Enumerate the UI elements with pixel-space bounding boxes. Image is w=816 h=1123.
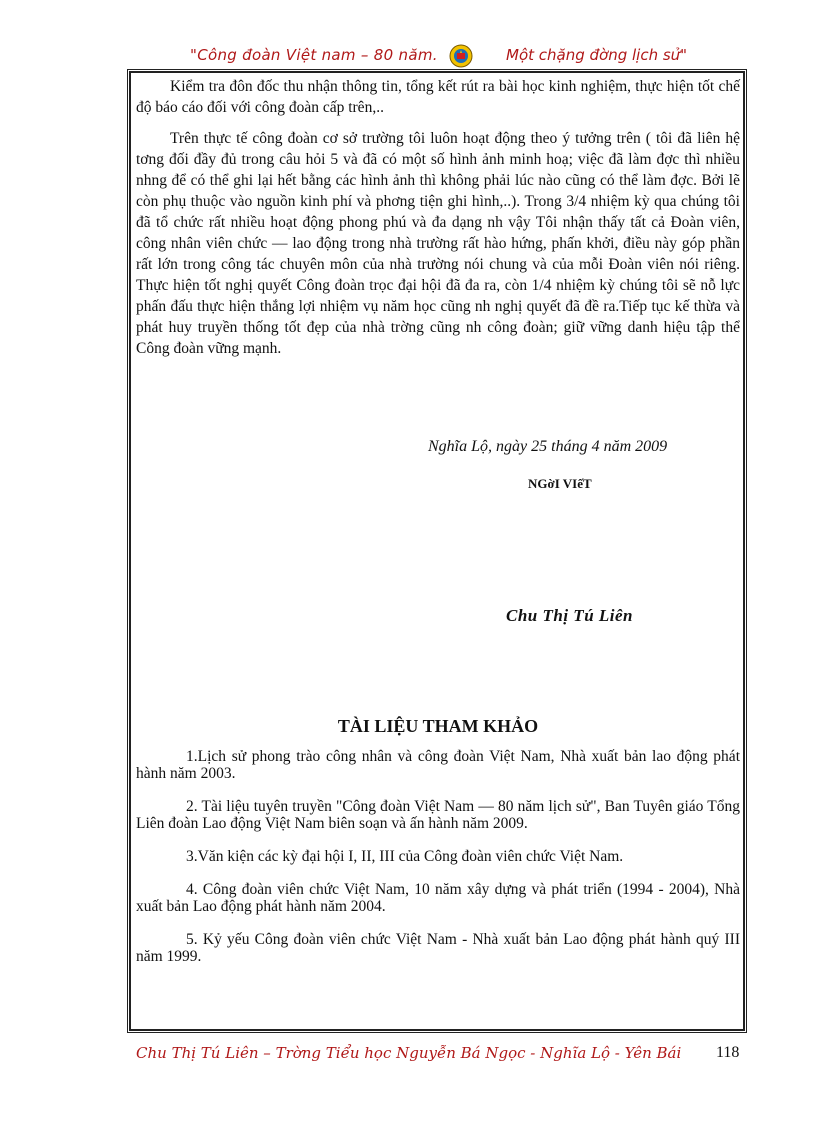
paragraph-2: Trên thực tế công đoàn cơ sở trường tôi luôn hoạt động theo ý tưởng trên ( tôi đã liên hệ tơng đối đầy đủ trong câu hỏi 5 và đã có một số hình ảnh minh hoạ; việc đã làm đợc thì nhiều nhng để có thể ghi lại hết bằng các hình ảnh thì không phải lúc nào cũng có thể làm đợc. Bởi lẽ còn phụ thuộc vào nguồn kinh phí và phơng tiện ghi hình,..). Trong 3/4 nhiệm kỳ qua chúng tôi đã tổ chức rất nhiều hoạt động phong phú và đa dạng nh vậy Tôi nhận thấy tất cả Đoàn viên, công nhân viên chức — lao động trong nhà trường rất hào hứng, phấn khởi, điều này góp phần rất lớn trong công tác chuyên môn của nhà trường nói chung và của mỗi Đoàn viên nói riêng. Thực hiện tốt nghị quyết Công đoàn trọc đại hội đã đa ra, còn 1/4 nhiệm kỳ chúng tôi sẽ nỗ lực phấn đấu thực hiện thắng lợi nhiệm vụ năm học cũng nh nghị quyết đã đề ra.Tiếp tục kế thừa và phát huy truyền thống tốt đẹp của nhà trờng cũng nh công đoàn; giữ vững danh hiệu tập thể Công đoàn vững mạnh. (136, 130, 740, 357)
reference-item: 3.Văn kiện các kỳ đại hội I, II, III của Công đoàn viên chức Việt Nam. (186, 848, 624, 865)
place-date: Nghĩa Lộ, ngày 25 tháng 4 năm 2009 (428, 438, 668, 455)
header-right-text: Một chặng đờng lịch sử" (506, 46, 688, 64)
page-header (128, 44, 740, 70)
header-left-text: "Công đoàn Việt nam – 80 năm. (190, 46, 438, 64)
reference-item: 4. Công đoàn viên chức Việt Nam, 10 năm xây dựng và phát triển (1994 - 2004), Nhà xuất bản Lao động phát hành năm 2004. (136, 881, 740, 915)
signature-name: Chu Thị Tú Liên (506, 606, 634, 625)
references-list (136, 748, 740, 981)
reference-item: 5. Kỷ yếu Công đoàn viên chức Việt Nam - Nhà xuất bản Lao động phát hành quý III năm 1999. (136, 931, 740, 965)
union-emblem-icon (448, 44, 474, 68)
paragraph-1: Kiểm tra đôn đốc thu nhận thông tin, tổng kết rút ra bài học kinh nghiệm, thực hiện tốt chế độ báo cáo đối với công đoàn cấp trên,.. (136, 78, 740, 116)
writer-label: NGờI VIếT (528, 476, 592, 491)
body-text (136, 76, 740, 359)
footer-text: Chu Thị Tú Liên – Trờng Tiểu học Nguyễn Bá Ngọc - Nghĩa Lộ - Yên Bái (136, 1044, 682, 1062)
reference-item: 2. Tài liệu tuyên truyền "Công đoàn Việt Nam — 80 năm lịch sử", Ban Tuyên giáo Tổng Liên đoàn Lao động Việt Nam biên soạn và ấn hành năm 2009. (136, 798, 740, 832)
page-footer (136, 1042, 746, 1066)
reference-item: 1.Lịch sử phong trào công nhân và công đoàn Việt Nam, Nhà xuất bản lao động phát hành năm 2003. (136, 748, 740, 782)
references-title: TÀI LIỆU THAM KHẢO (337, 716, 539, 736)
page-number: 118 (716, 1044, 740, 1061)
